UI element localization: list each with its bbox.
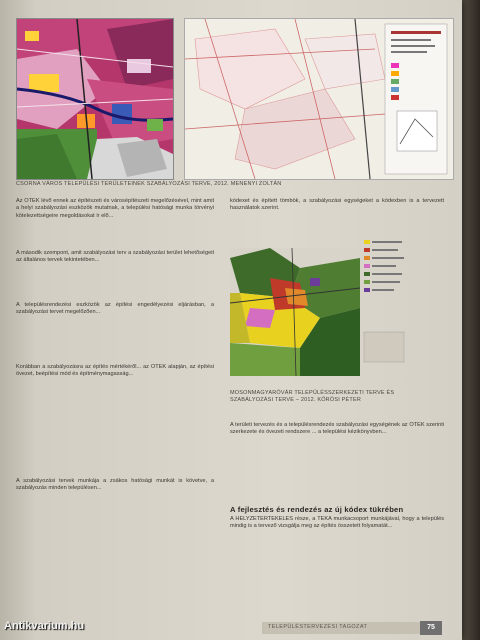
paragraph: A második szempont, amit szabályozási terv a szabályozási terület lehetőségeit az általános tervek tekintetében... bbox=[16, 250, 214, 264]
paragraph: A HELYZETÉRTÉKELÉS része, a TÉKA munkacsoport munkájával, hogy a település mindig is a tervező vizsgálja meg az építés összetett folyamatát... bbox=[230, 516, 444, 530]
page-number: 75 bbox=[420, 621, 442, 635]
paragraph: kódexet és épített tömbök, a szabályozási egységeket a kódexben is a tervezett használatok szerint. bbox=[230, 198, 444, 212]
paragraph: A szabályozási tervek munkája a zsákos hatósági munkát is követve, a szabályozás minden településen... bbox=[16, 478, 214, 492]
top-image-caption: CSORNA VÁROS TELEPÜLÉSI TERÜLETEINEK SZABÁLYOZÁSI TERVE, 2012. MENENYI ZOLTÁN bbox=[16, 181, 282, 187]
map-legend bbox=[362, 232, 422, 382]
street-plan-image bbox=[184, 18, 454, 180]
footer-section-title: TELEPÜLÉSTERVEZÉSI TAGOZAT bbox=[268, 624, 368, 630]
section-heading: A fejlesztés és rendezés az új kódex tükrében bbox=[230, 505, 404, 514]
zoning-map-image bbox=[16, 18, 174, 180]
watermark: Antikvarium.hu bbox=[4, 620, 85, 632]
paragraph: A településrendezési eszközök az építési engedélyezési eljárásban, a szabályozási tervet megelőzően... bbox=[16, 302, 214, 316]
paragraph: Korábban a szabályozásra az építés mértékéről... az OTÉK alapján, az építési övezet, beépítési mód és építménymagasság... bbox=[16, 364, 214, 378]
paragraph: Az OTÉK lévő ennek az építészeti és városépítészeti megelőzésével, mint amit a helyi szabályozási eszközök mutatnak, a települési hatósági munka törvényi kötelezettségeire megoldásokat ír elő... bbox=[16, 198, 214, 219]
settlement-structure-map bbox=[230, 248, 360, 376]
paragraph: A területi tervezés és a településrendezés szabályozási egységének az OTÉK szerinti szerkezete és övezeti rendszere ... a települési kézikönyvben... bbox=[230, 422, 444, 436]
middle-image-caption: MOSONMAGYARÓVÁR TELEPÜLÉSSZERKEZETI TERVE ÉS SZABÁLYOZÁSI TERVE – 2012. KŐRÖSI PÉTER bbox=[230, 390, 395, 403]
